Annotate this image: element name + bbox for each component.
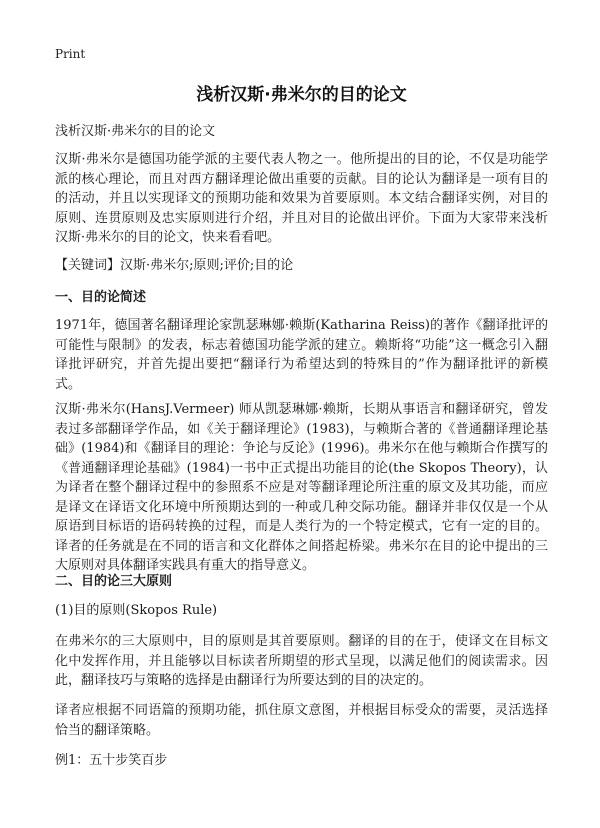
document-subtitle: 浅析汉斯·弗米尔的目的论文 <box>55 124 216 139</box>
print-link[interactable]: Print <box>55 47 86 61</box>
rule1-paragraph-1: 在弗米尔的三大原则中，目的原则是其首要原则。翻译的目的在于，使译文在目标文化中发挥作用，并且能够以目标读者所期望的形式呈现，以满足他们的阅读需求。因此，翻译技巧与策略的选择是由翻译行为所要达到的目的决定的。 <box>55 634 548 688</box>
page-title: 浅析汉斯·弗米尔的目的论文 <box>196 85 407 105</box>
example-1: 例1：五十步笑百步 <box>55 753 168 768</box>
rule1-paragraph-2: 译者应根据不同语篇的预期功能，抓住原文意图，并根据目标受众的需要，灵活选择恰当的翻译策略。 <box>55 703 548 738</box>
section1-paragraph-2: 汉斯·弗米尔(HansJ.Vermeer) 师从凯瑟琳娜·赖斯，长期从事语言和翻译研究，曾发表过多部翻译学作品，如《关于翻译理论》(1983)，与赖斯合著的《普通翻译理论基础》(1984)和《翻译目的理论：争论与反论》(1996)。弗米尔在他与赖斯合作撰写的《普通翻译理论基础》(1984)一书中正式提出功能目的论(the Skopos Theory)，认为译者在整个翻译过程中的参照系不应是对等翻译理论所注重的原文及其功能，而应是译文在译语文化环境中所预期达到的一种或几种交际功能。翻译并非仅仅是一个从原语到目标语的语码转换的过程，而是人类行为的一个特定模式，它有一定的目的。译者的任务就是在不同的语言和文化群体之间搭起桥梁。弗米尔在目的论中提出的三大原则对具体翻译实践具有重大的指导意义。 <box>55 402 548 573</box>
keywords-line: 【关键词】汉斯·弗米尔;原则;评价;目的论 <box>55 258 294 273</box>
rule1-title: (1)目的原则(Skopos Rule) <box>55 603 218 618</box>
intro-paragraph: 汉斯·弗米尔是德国功能学派的主要代表人物之一。他所提出的目的论，不仅是功能学派的核心理论，而且对西方翻译理论做出重要的贡献。目的论认为翻译是一项有目的的活动，并且以实现译文的预期功能和效果为首要原则。本文结合翻译实例，对目的原则、连贯原则及忠实原则进行介绍，并且对目的论做出评价。下面为大家带来浅析汉斯·弗米尔的目的论文，快来看看吧。 <box>55 152 548 245</box>
section-heading-2: 二、目的论三大原则 <box>55 574 173 589</box>
section1-paragraph-1: 1971年，德国著名翻译理论家凯瑟琳娜·赖斯(Katharina Reiss)的著作《翻译批评的可能性与限制》的发表，标志着德国功能学派的建立。赖斯将“功能”这一概念引入翻译批评研究，并首先提出要把“翻译行为希望达到的特殊目的”作为翻译批评的新模式。 <box>55 318 548 392</box>
section-heading-1: 一、目的论简述 <box>55 290 147 305</box>
